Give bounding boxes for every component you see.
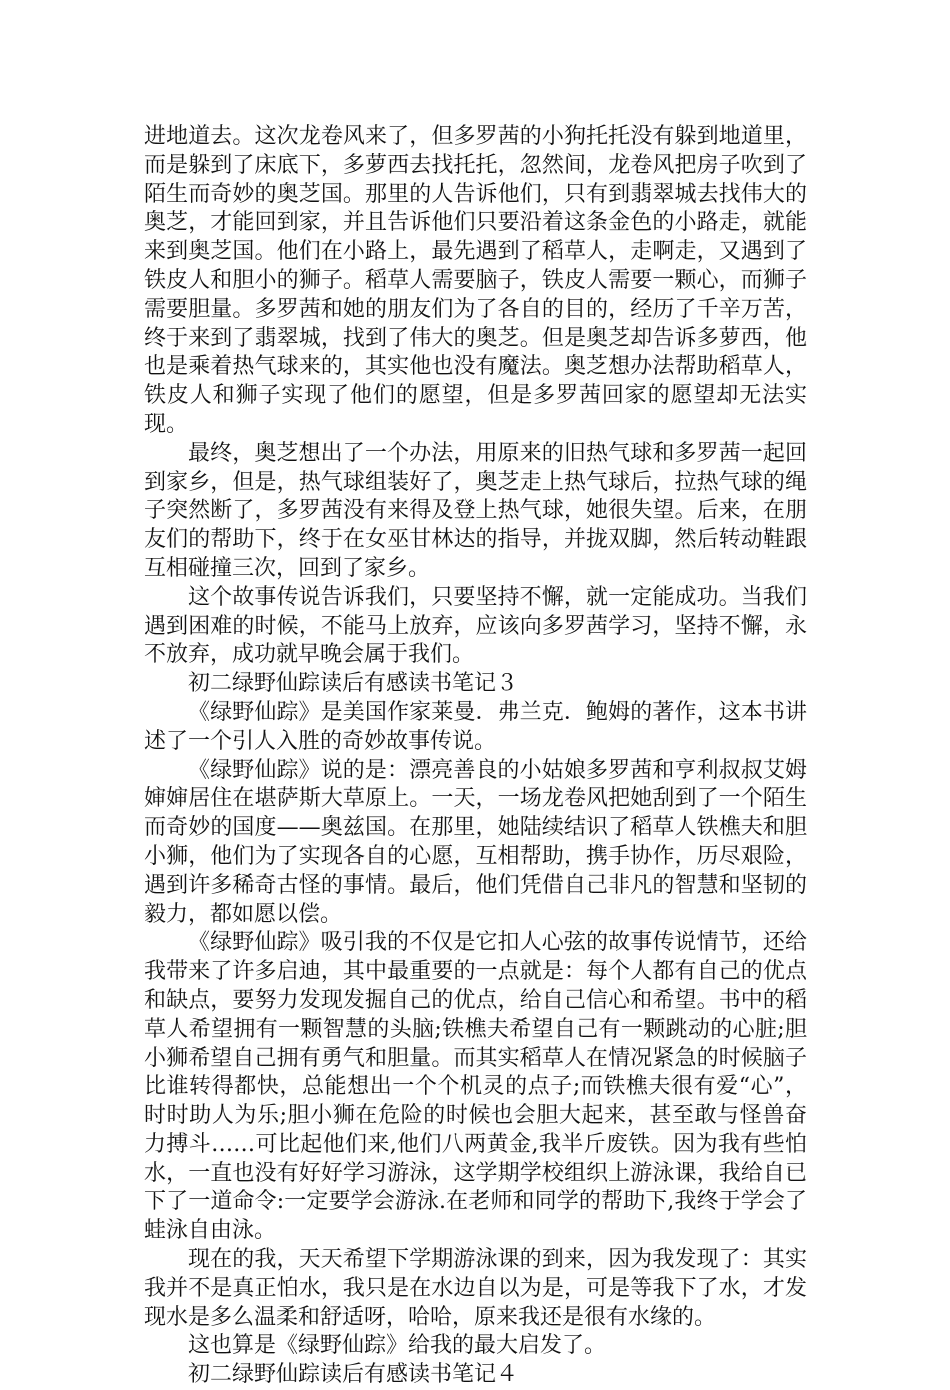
section-heading: 初二绿野仙踪读后有感读书笔记４ <box>188 1362 519 1388</box>
document-body <box>144 123 807 1390</box>
paragraph: 最终，奥芝想出了一个办法，用原来的旧热气球和多罗茜一起回到家乡，但是，热气球组装好了，奥芝走上热气球后，拉热气球的绳子突然断了，多罗茜没有来得及登上热气球，她很失望。后来，在朋友们的帮助下，终于在女巫甘林达的指导，并拢双脚，然后转动鞋跟互相碰撞三次，回到了家乡。 <box>144 440 807 581</box>
paragraph: 《绿野仙踪》是美国作家莱曼．弗兰克．鲍姆的著作，这本书讲述了一个引人入胜的奇妙故事传说。 <box>144 699 807 754</box>
paragraph: 现在的我，天天希望下学期游泳课的到来，因为我发现了：其实我并不是真正怕水，我只是在水边自以为是，可是等我下了水，才发现水是多么温柔和舒适呀，哈哈，原来我还是很有水缘的。 <box>144 1247 807 1330</box>
paragraph: 《绿野仙踪》说的是：漂亮善良的小姑娘多罗茜和亨利叔叔艾姆婶婶居住在堪萨斯大草原上。一天，一场龙卷风把她刮到了一个陌生而奇妙的国度——奥兹国。在那里，她陆续结识了稻草人铁樵夫和胆小狮，他们为了实现各自的心愿，互相帮助，携手协作，历尽艰险，遇到许多稀奇古怪的事情。最后，他们凭借自己非凡的智慧和坚韧的毅力，都如愿以偿。 <box>144 757 807 927</box>
paragraph: 这也算是《绿野仙踪》给我的最大启发了。 <box>188 1333 607 1359</box>
paragraph-continuation: 进地道去。这次龙卷风来了，但多罗茜的小狗托托没有躲到地道里，而是躲到了床底下，多萝西去找托托，忽然间，龙卷风把房子吹到了陌生而奇妙的奥芝国。那里的人告诉他们，只有到翡翠城去找伟大的奥芝，才能回到家，并且告诉他们只要沿着这条金色的小路走，就能来到奥芝国。他们在小路上，最先遇到了稻草人，走啊走，又遇到了铁皮人和胆小的狮子。稻草人需要脑子，铁皮人需要一颗心，而狮子需要胆量。多罗茜和她的朋友们为了各自的目的，经历了千辛万苦，终于来到了翡翠城，找到了伟大的奥芝。但是奥芝却告诉多萝西，他也是乘着热气球来的，其实他也没有魔法。奥芝想办法帮助稻草人，铁皮人和狮子实现了他们的愿望，但是多罗茜回家的愿望却无法实现。 <box>144 124 807 437</box>
section-heading: 初二绿野仙踪读后有感读书笔记３ <box>188 671 519 697</box>
paragraph: 《绿野仙踪》吸引我的不仅是它扣人心弦的故事传说情节，还给我带来了许多启迪，其中最重要的一点就是：每个人都有自己的优点和缺点，要努力发现发掘自己的优点，给自己信心和希望。书中的稻草人希望拥有一颗智慧的头脑;铁樵夫希望自己有一颗跳动的心脏;胆小狮希望自己拥有勇气和胆量。而其实稻草人在情况紧急的时候脑子比谁转得都快，总能想出一个个机灵的点子;而铁樵夫很有爱“心”，时时助人为乐;胆小狮在危险的时候也会胆大起来，甚至敢与怪兽奋力搏斗……可比起他们来,他们八两黄金,我半斤废铁。因为我有些怕水，一直也没有好好学习游泳，这学期学校组织上游泳课，我给自已下了一道命令:一定要学会游泳.在老师和同学的帮助下,我终于学会了蛙泳自由泳。 <box>144 930 807 1244</box>
paragraph: 这个故事传说告诉我们，只要坚持不懈，就一定能成功。当我们遇到困难的时候，不能马上放弃，应该向多罗茜学习，坚持不懈，永不放弃，成功就早晚会属于我们。 <box>144 584 807 668</box>
